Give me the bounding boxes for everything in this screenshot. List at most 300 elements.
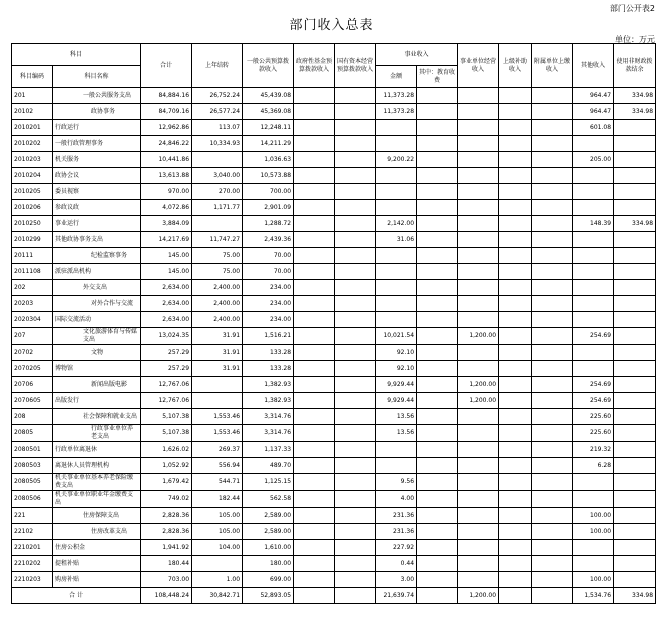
value-cell-tuition [417,152,458,168]
value-cell-oper: 1,200.00 [458,377,499,393]
value-cell-biz: 227.92 [376,540,417,556]
value-cell-carry: 269.37 [192,442,243,458]
value-cell-total: 13,024.35 [141,328,192,345]
value-cell-state [335,524,376,540]
value-cell-other [573,280,614,296]
value-cell-carry: 3,040.00 [192,168,243,184]
value-cell-upper [499,425,532,442]
table-row [12,458,656,474]
value-cell-lower [532,540,573,556]
subject-name-cell: 博物馆 [53,361,141,377]
subject-name-cell: 机关事业单位职业年金缴费支出 [53,491,141,508]
value-cell-fund [294,232,335,248]
value-cell-biz [376,296,417,312]
subject-code-cell: 2010203 [12,152,53,168]
table-row [12,120,656,136]
value-cell-biz: 13.56 [376,425,417,442]
table-row [12,264,656,280]
value-cell-carry: 1,553.46 [192,425,243,442]
value-cell-lower [532,393,573,409]
value-cell-gen: 1,610.00 [243,540,294,556]
table-row [12,377,656,393]
value-cell-oper [458,540,499,556]
value-cell-lower [532,296,573,312]
value-cell-carry: 2,400.00 [192,296,243,312]
header-subject-name: 科目名称 [53,66,141,88]
value-cell-lower [532,458,573,474]
value-cell-carry: 31.91 [192,345,243,361]
value-cell-biz [376,458,417,474]
value-cell-lower [532,136,573,152]
subject-name-cell: 机关事业单位基本养老保险缴费支出 [53,474,141,491]
value-cell-tuition [417,524,458,540]
value-cell-gen: 234.00 [243,296,294,312]
subject-code-cell: 2080506 [12,491,53,508]
value-cell-biz: 0.44 [376,556,417,572]
value-cell-fund [294,409,335,425]
value-cell-lower [532,409,573,425]
value-cell-gen: 1,125.15 [243,474,294,491]
value-cell-biz [376,184,417,200]
subject-code-cell: 202 [12,280,53,296]
value-cell-total: 10,441.86 [141,152,192,168]
value-cell-lower [532,572,573,588]
value-cell-state [335,136,376,152]
unit-label: 单位：万元 [615,35,655,44]
header-business-income: 事业收入 [376,44,458,66]
value-cell-other [573,168,614,184]
value-cell-fund [294,136,335,152]
value-cell-carry: 31.91 [192,328,243,345]
value-cell-lower [532,280,573,296]
value-cell-gen: 1,288.72 [243,216,294,232]
value-cell-nontax [614,328,656,345]
subject-name-cell: 政协会议 [53,168,141,184]
value-cell-total: 12,767.06 [141,393,192,409]
value-cell-other: 254.69 [573,393,614,409]
value-cell-carry [192,393,243,409]
value-cell-gen: 1,382.93 [243,393,294,409]
header-amount: 金额 [376,66,417,88]
total-nontax: 334.98 [614,588,656,604]
value-cell-tuition [417,556,458,572]
value-cell-oper: 1,200.00 [458,328,499,345]
value-cell-state [335,296,376,312]
value-cell-total: 145.00 [141,264,192,280]
subject-name-cell: 参政议政 [53,200,141,216]
value-cell-other: 205.00 [573,152,614,168]
value-cell-biz [376,312,417,328]
value-cell-upper [499,184,532,200]
value-cell-carry: 11,747.27 [192,232,243,248]
value-cell-other [573,232,614,248]
value-cell-state [335,200,376,216]
table-row [12,409,656,425]
value-cell-other: 6.28 [573,458,614,474]
value-cell-other [573,184,614,200]
value-cell-other: 100.00 [573,572,614,588]
table-row [12,232,656,248]
value-cell-state [335,508,376,524]
header-upper-subsidy: 上级补助收入 [499,44,532,88]
value-cell-other: 225.60 [573,425,614,442]
value-cell-other: 601.08 [573,120,614,136]
value-cell-gen: 2,589.00 [243,508,294,524]
value-cell-lower [532,104,573,120]
value-cell-nontax [614,361,656,377]
header-gov-fund: 政府性基金预算拨款收入 [294,44,335,88]
value-cell-oper [458,361,499,377]
value-cell-upper [499,216,532,232]
value-cell-upper [499,104,532,120]
value-cell-lower [532,345,573,361]
table-row [12,361,656,377]
total-biz: 21,639.74 [376,588,417,604]
value-cell-other [573,474,614,491]
value-cell-state [335,232,376,248]
value-cell-lower [532,425,573,442]
value-cell-biz: 9,200.22 [376,152,417,168]
value-cell-upper [499,264,532,280]
value-cell-nontax [614,264,656,280]
value-cell-tuition [417,280,458,296]
value-cell-other [573,312,614,328]
value-cell-lower [532,508,573,524]
value-cell-upper [499,458,532,474]
table-row [12,296,656,312]
subject-name-cell: 行政运行 [53,120,141,136]
value-cell-nontax [614,280,656,296]
value-cell-fund [294,524,335,540]
value-cell-oper [458,88,499,104]
value-cell-gen: 234.00 [243,312,294,328]
value-cell-oper [458,168,499,184]
value-cell-gen: 70.00 [243,264,294,280]
value-cell-gen: 12,248.11 [243,120,294,136]
value-cell-oper [458,232,499,248]
value-cell-oper [458,425,499,442]
value-cell-fund [294,200,335,216]
value-cell-tuition [417,136,458,152]
subject-code-cell: 2080501 [12,442,53,458]
total-row [12,588,656,604]
value-cell-total: 13,613.88 [141,168,192,184]
value-cell-tuition [417,540,458,556]
value-cell-biz: 231.36 [376,524,417,540]
value-cell-other: 219.32 [573,442,614,458]
value-cell-state [335,556,376,572]
table-row [12,136,656,152]
value-cell-oper [458,296,499,312]
value-cell-state [335,104,376,120]
subject-code-cell: 2010202 [12,136,53,152]
value-cell-lower [532,200,573,216]
value-cell-lower [532,216,573,232]
value-cell-nontax [614,377,656,393]
value-cell-nontax [614,409,656,425]
value-cell-other [573,248,614,264]
value-cell-gen: 1,516.21 [243,328,294,345]
value-cell-state [335,442,376,458]
value-cell-nontax [614,474,656,491]
subject-code-cell: 2010201 [12,120,53,136]
value-cell-lower [532,361,573,377]
value-cell-total: 14,217.69 [141,232,192,248]
value-cell-oper [458,345,499,361]
value-cell-upper [499,88,532,104]
subject-name-cell: 外交支出 [53,280,141,296]
value-cell-fund [294,168,335,184]
value-cell-tuition [417,104,458,120]
table-row [12,168,656,184]
value-cell-fund [294,88,335,104]
value-cell-tuition [417,409,458,425]
value-cell-gen: 133.28 [243,345,294,361]
table-row [12,248,656,264]
subject-name-cell: 纪检监察事务 [53,248,141,264]
subject-name-cell: 机关服务 [53,152,141,168]
value-cell-tuition [417,491,458,508]
value-cell-total: 12,962.86 [141,120,192,136]
value-cell-nontax [614,556,656,572]
table-row [12,88,656,104]
value-cell-fund [294,296,335,312]
total-fund [294,588,335,604]
total-oper: 1,200.00 [458,588,499,604]
value-cell-carry: 31.91 [192,361,243,377]
table-row [12,184,656,200]
value-cell-fund [294,425,335,442]
subject-code-cell: 20706 [12,377,53,393]
value-cell-carry: 182.44 [192,491,243,508]
value-cell-total: 5,107.38 [141,409,192,425]
value-cell-fund [294,361,335,377]
value-cell-lower [532,168,573,184]
value-cell-tuition [417,200,458,216]
value-cell-carry: 104.00 [192,540,243,556]
value-cell-oper [458,524,499,540]
subject-code-cell: 221 [12,508,53,524]
value-cell-biz: 31.06 [376,232,417,248]
value-cell-upper [499,168,532,184]
value-cell-gen: 1,382.93 [243,377,294,393]
value-cell-gen: 10,573.88 [243,168,294,184]
value-cell-state [335,377,376,393]
header-general-budget: 一般公共预算拨款收入 [243,44,294,88]
value-cell-nontax: 334.98 [614,104,656,120]
value-cell-tuition [417,88,458,104]
header-tuition: 其中：教育收费 [417,66,458,88]
value-cell-other: 964.47 [573,104,614,120]
header-state-capital: 国有资本经营预算拨款收入 [335,44,376,88]
value-cell-carry: 75.00 [192,264,243,280]
value-cell-other: 254.69 [573,328,614,345]
value-cell-lower [532,556,573,572]
value-cell-carry: 113.07 [192,120,243,136]
value-cell-total: 84,709.16 [141,104,192,120]
table-row [12,393,656,409]
value-cell-fund [294,442,335,458]
value-cell-state [335,491,376,508]
table-row [12,425,656,442]
value-cell-other [573,345,614,361]
value-cell-nontax [614,425,656,442]
value-cell-total: 257.29 [141,345,192,361]
value-cell-oper [458,200,499,216]
value-cell-carry: 105.00 [192,508,243,524]
table-row [12,345,656,361]
value-cell-carry [192,152,243,168]
value-cell-nontax [614,248,656,264]
value-cell-tuition [417,296,458,312]
value-cell-nontax [614,296,656,312]
subject-code-cell: 22102 [12,524,53,540]
total-cell: 108,448.24 [141,588,192,604]
value-cell-lower [532,524,573,540]
value-cell-fund [294,104,335,120]
value-cell-upper [499,442,532,458]
value-cell-state [335,458,376,474]
value-cell-total: 3,884.09 [141,216,192,232]
value-cell-lower [532,248,573,264]
value-cell-upper [499,556,532,572]
value-cell-gen: 2,901.09 [243,200,294,216]
table-row [12,508,656,524]
value-cell-total: 1,679.42 [141,474,192,491]
value-cell-nontax [614,458,656,474]
value-cell-tuition [417,184,458,200]
value-cell-upper [499,491,532,508]
value-cell-total: 24,846.22 [141,136,192,152]
total-gen: 52,893.05 [243,588,294,604]
value-cell-oper [458,491,499,508]
subject-code-cell: 2210203 [12,572,53,588]
value-cell-fund [294,474,335,491]
value-cell-fund [294,556,335,572]
header-total: 合计 [141,44,192,88]
value-cell-lower [532,264,573,280]
subject-name-cell: 对外合作与交流 [53,296,141,312]
value-cell-nontax [614,200,656,216]
subject-code-cell: 20702 [12,345,53,361]
value-cell-gen: 133.28 [243,361,294,377]
value-cell-fund [294,491,335,508]
header-non-tax-fund: 使用非财政拨款结余 [614,44,656,88]
total-upper [499,588,532,604]
value-cell-oper [458,216,499,232]
value-cell-other [573,556,614,572]
value-cell-oper [458,184,499,200]
value-cell-lower [532,491,573,508]
value-cell-nontax [614,152,656,168]
subject-name-cell: 离退休人员管理机构 [53,458,141,474]
value-cell-lower [532,312,573,328]
value-cell-other [573,361,614,377]
value-cell-oper [458,152,499,168]
value-cell-other [573,540,614,556]
value-cell-nontax [614,232,656,248]
value-cell-tuition [417,168,458,184]
value-cell-state [335,120,376,136]
value-cell-biz: 9.56 [376,474,417,491]
subject-name-cell: 出版发行 [53,393,141,409]
value-cell-fund [294,328,335,345]
value-cell-total: 145.00 [141,248,192,264]
value-cell-gen: 489.70 [243,458,294,474]
value-cell-tuition [417,120,458,136]
value-cell-gen: 2,589.00 [243,524,294,540]
value-cell-gen: 1,137.33 [243,442,294,458]
value-cell-total: 970.00 [141,184,192,200]
subject-code-cell: 2210201 [12,540,53,556]
value-cell-tuition [417,458,458,474]
subject-code-cell: 208 [12,409,53,425]
value-cell-nontax [614,136,656,152]
subject-code-cell: 2010250 [12,216,53,232]
header-carryover: 上年结转 [192,44,243,88]
subject-name-cell: 新闻出版电影 [53,377,141,393]
subject-name-cell: 派驻派出机构 [53,264,141,280]
total-other: 1,534.76 [573,588,614,604]
subject-code-cell: 2070205 [12,361,53,377]
subject-code-cell: 2010205 [12,184,53,200]
value-cell-oper [458,248,499,264]
table-row [12,572,656,588]
value-cell-biz: 10,021.54 [376,328,417,345]
value-cell-upper [499,280,532,296]
total-lower [532,588,573,604]
value-cell-carry: 26,752.24 [192,88,243,104]
value-cell-lower [532,184,573,200]
value-cell-nontax: 334.98 [614,216,656,232]
value-cell-tuition [417,361,458,377]
subject-name-cell: 文物 [53,345,141,361]
value-cell-upper [499,345,532,361]
value-cell-biz: 9,929.44 [376,393,417,409]
value-cell-oper [458,556,499,572]
value-cell-total: 2,634.00 [141,280,192,296]
header-subject: 科目 [12,44,141,66]
value-cell-nontax [614,120,656,136]
subject-name-cell: 政协事务 [53,104,141,120]
value-cell-biz: 13.56 [376,409,417,425]
value-cell-total: 703.00 [141,572,192,588]
table-row [12,474,656,491]
value-cell-fund [294,508,335,524]
subject-name-cell: 事业运行 [53,216,141,232]
value-cell-oper [458,104,499,120]
subject-code-cell: 201 [12,88,53,104]
value-cell-upper [499,328,532,345]
value-cell-gen: 45,439.08 [243,88,294,104]
value-cell-tuition [417,328,458,345]
value-cell-fund [294,184,335,200]
table-row [12,540,656,556]
value-cell-biz [376,200,417,216]
value-cell-upper [499,200,532,216]
value-cell-fund [294,393,335,409]
value-cell-oper [458,508,499,524]
value-cell-gen: 562.58 [243,491,294,508]
subject-name-cell: 国际交流活动 [53,312,141,328]
value-cell-carry [192,377,243,393]
subject-name-cell: 文化旅游体育与传媒支出 [53,328,141,345]
value-cell-nontax [614,184,656,200]
value-cell-tuition [417,508,458,524]
subject-code-cell: 2020304 [12,312,53,328]
value-cell-upper [499,120,532,136]
value-cell-tuition [417,248,458,264]
